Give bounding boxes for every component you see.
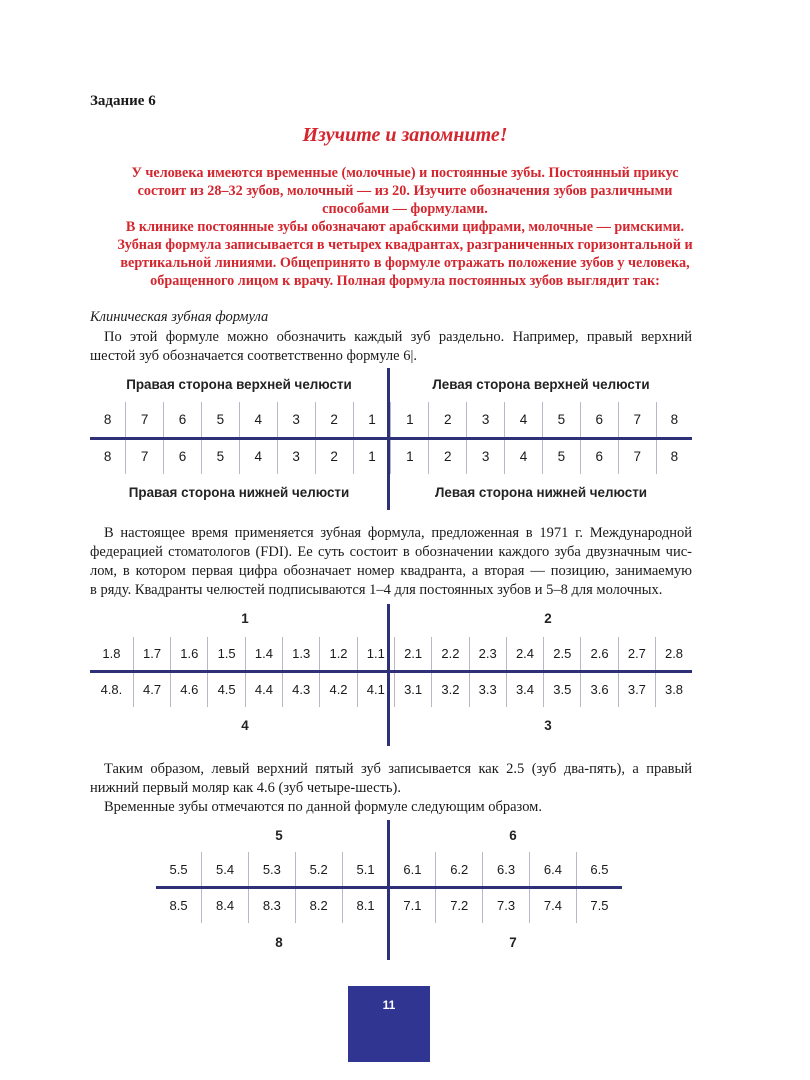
tooth-cell: 4.8. [90,671,133,707]
lower-right-label: Правая сторона нижней челюсти [128,485,350,500]
notice-line: У человека имеются временные (молочные) и постоянные зубы. Постоянный прикус [131,165,679,181]
tooth-cell: 6.2 [436,852,483,887]
page-number: 11 [382,998,396,1012]
tooth-cell: 2 [429,438,467,474]
tooth-cell: 1 [391,402,429,438]
tooth-cell: 4.1 [357,671,394,707]
tooth-cell: 6.4 [530,852,577,887]
tooth-cell: 6.5 [576,852,622,887]
tooth-cell: 6 [164,438,202,474]
tooth-cell: 5.4 [202,852,249,887]
tooth-cell: 1.6 [171,637,208,671]
notice-title: Изучите и запомните! [302,124,508,146]
lower-left-label: Левая сторона нижней челюсти [434,485,648,500]
tooth-cell: 6 [164,402,202,438]
quadrant-1-label: 1 [241,611,249,626]
tooth-cell: 6 [580,402,618,438]
tooth-cell: 1 [353,402,391,438]
quadrant-6-label: 6 [509,828,517,843]
tooth-cell: 1.7 [133,637,170,671]
tooth-cell: 8 [656,438,692,474]
tooth-cell: 5.1 [342,852,389,887]
tooth-cell: 2 [429,402,467,438]
tooth-cell: 1.4 [245,637,282,671]
temp-line: нижний первый моляр как 4.6 (зуб четыре-шесть). [90,780,401,796]
tooth-cell: 4 [505,402,543,438]
fdi-line: в ряду. Квадранты челюстей подписываются 1–4 для постоянных зубов и 5–8 для молочных. [90,582,663,598]
clinical-line: шестой зуб обозначается соответственно формуле 6|. [90,348,417,364]
tooth-cell: 5.2 [295,852,342,887]
tooth-cell: 2.8 [656,637,692,671]
tooth-cell: 3.5 [544,671,581,707]
tooth-cell: 1.2 [320,637,357,671]
page-number-badge [348,986,430,1062]
tooth-cell: 4 [505,438,543,474]
tooth-cell: 7 [126,438,164,474]
tooth-cell: 6 [580,438,618,474]
notice-line: состоит из 28–32 зубов, молочный — из 20. Изучите обозначения зубов различными [137,183,673,199]
fdi-line: лом, в котором первая цифра обозначает номер квадранта, а вторая — позицию, занимаемую [90,563,692,579]
tooth-cell: 4.4 [245,671,282,707]
tooth-cell: 1.8 [90,637,133,671]
quadrant-4-label: 4 [241,718,249,733]
tooth-cell: 2.5 [544,637,581,671]
tooth-cell: 2.7 [618,637,655,671]
horizontal-divider [90,670,692,673]
temp-line: Таким образом, левый верхний пятый зуб записывается как 2.5 (зуб два-пять), а правый [104,761,692,777]
tooth-cell: 3.1 [394,671,431,707]
tooth-cell: 1 [353,438,391,474]
tooth-cell: 7 [126,402,164,438]
tooth-cell: 4.6 [171,671,208,707]
tooth-cell: 8.1 [342,887,389,923]
fdi-line: федерацией стоматологов (FDI). Ее суть состоит в обозначении каждого зуба двузначным чис- [90,544,692,560]
tooth-cell: 6.3 [483,852,530,887]
tooth-cell: 5 [542,402,580,438]
tooth-cell: 6.1 [389,852,436,887]
horizontal-divider [90,437,692,440]
tooth-cell: 4.5 [208,671,245,707]
tooth-cell: 1.3 [283,637,320,671]
tooth-cell: 8.4 [202,887,249,923]
notice-line: обращенного лицом к врачу. Полная формула постоянных зубов выглядит так: [150,273,660,289]
tooth-cell: 2 [315,438,353,474]
tooth-cell: 3.4 [506,671,543,707]
tooth-cell: 7 [618,438,656,474]
tooth-cell: 8 [656,402,692,438]
tooth-cell: 5 [201,438,239,474]
quadrant-5-label: 5 [275,828,283,843]
tooth-cell: 4.7 [133,671,170,707]
fdi-line: В настоящее время применяется зубная формула, предложенная в 1971 г. Международной [104,525,692,541]
clinical-line: По этой формуле можно обозначить каждый зуб раздельно. Например, правый верхний [104,329,692,345]
tooth-cell: 2.4 [506,637,543,671]
tooth-cell: 3 [277,402,315,438]
notice-line: вертикальной линиями. Общепринято в формуле отражать положение зубов у человека, [120,255,690,271]
tooth-cell: 5.5 [156,852,202,887]
upper-right-label: Правая сторона верхней челюсти [126,377,352,392]
tooth-cell: 8.5 [156,887,202,923]
tooth-cell: 8 [90,402,126,438]
tooth-cell: 2.1 [394,637,431,671]
task-title: Задание 6 [90,93,156,109]
quadrant-8-label: 8 [275,935,283,950]
temp-line: Временные зубы отмечаются по данной формуле следующим образом. [104,799,542,815]
quadrant-2-label: 2 [544,611,552,626]
tooth-cell: 3.7 [618,671,655,707]
tooth-cell: 3.6 [581,671,618,707]
tooth-cell: 7.4 [530,887,577,923]
tooth-cell: 3.8 [656,671,692,707]
tooth-cell: 5 [542,438,580,474]
tooth-cell: 2.6 [581,637,618,671]
tooth-cell: 8.3 [248,887,295,923]
tooth-cell: 5 [201,402,239,438]
quadrant-3-label: 3 [544,718,552,733]
notice-line: способами — формулами. [322,201,488,217]
tooth-cell: 4.2 [320,671,357,707]
tooth-cell: 2.2 [432,637,469,671]
clinical-heading: Клиническая зубная формула [90,309,269,325]
notice-line: В клинике постоянные зубы обозначают арабскими цифрами, молочные — римскими. [125,219,685,235]
tooth-cell: 3 [467,402,505,438]
tooth-cell: 3.2 [432,671,469,707]
tooth-cell: 5.3 [248,852,295,887]
tooth-cell: 1.5 [208,637,245,671]
quadrant-7-label: 7 [509,935,517,950]
tooth-cell: 3.3 [469,671,506,707]
notice-line: Зубная формула записывается в четырех квадрантах, разграниченных горизонтальной и [117,237,693,253]
tooth-cell: 7.1 [389,887,436,923]
tooth-cell: 2.3 [469,637,506,671]
tooth-cell: 8.2 [295,887,342,923]
tooth-cell: 7.3 [483,887,530,923]
tooth-cell: 8 [90,438,126,474]
tooth-cell: 4 [239,402,277,438]
tooth-cell: 4 [239,438,277,474]
tooth-cell: 3 [467,438,505,474]
tooth-cell: 7 [618,402,656,438]
tooth-cell: 2 [315,402,353,438]
tooth-cell: 1 [391,438,429,474]
upper-left-label: Левая сторона верхней челюсти [432,377,650,392]
tooth-cell: 7.2 [436,887,483,923]
tooth-cell: 7.5 [576,887,622,923]
tooth-cell: 4.3 [283,671,320,707]
tooth-cell: 1.1 [357,637,394,671]
tooth-cell: 3 [277,438,315,474]
